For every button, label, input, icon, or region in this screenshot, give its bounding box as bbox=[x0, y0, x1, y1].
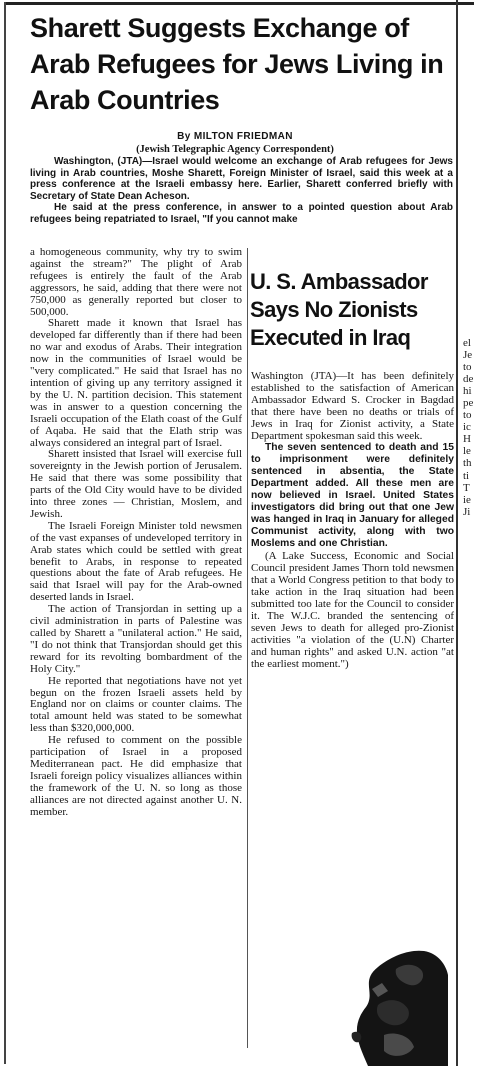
top-rule bbox=[4, 2, 474, 5]
cropped-photo-image bbox=[338, 935, 448, 1066]
sidebar-headline: U. S. Ambassador Says No Zionists Executed in Iraq bbox=[250, 269, 428, 350]
article-headline: Sharett Suggests Exchange of Arab Refugees for Jews Living in Arab Countries bbox=[30, 13, 444, 115]
lead-paragraph: Washington, (JTA)—Israel would welcome an exchange of Arab refugees for Jews living in Arab countries, Moshe Sharett, Foreign Minister of Israel, said this week at a press conference at the Israeli embassy here. Earlier, Sharett conferred briefly with Secretary of State Dean Acheson. bbox=[30, 156, 453, 202]
lead-paragraph: He said at the press conference, in answer to a pointed question about Arab refugees being repatriated to Israel, "If you cannot make bbox=[30, 202, 453, 225]
body-paragraph: The Israeli Foreign Minister told newsmen of the vast expanses of undeveloped territory in Arab states which could be settled with great benefit to Arabs, in response to repeated questions about the fate of Arab refugees. He said that Israel will pay for the Arab-owned deserted lands in Israel. bbox=[30, 519, 242, 604]
body-paragraph: Sharett insisted that Israel will exercise full sovereignty in the Jewish portion of Jerusalem. He said that there was some possibility that parts of the Old City would have to be divided into three zones — Christian, Moslem, and Jewish. bbox=[30, 448, 242, 520]
fragment-line: Ji bbox=[463, 505, 471, 518]
fragment-line: th bbox=[463, 457, 472, 470]
fragment-line: to bbox=[463, 409, 472, 422]
article-lead bbox=[30, 156, 453, 225]
fragment-line: el bbox=[463, 337, 471, 349]
adjacent-column-fragment bbox=[463, 337, 478, 518]
body-paragraph: He reported that negotiations have not yet begun on the frozen Israeli assets held by England nor on claims or counter claims. The total amount held was stated to be somewhat less than $320,000,000. bbox=[30, 674, 242, 735]
fragment-line: pe bbox=[463, 397, 474, 410]
article-body-column bbox=[30, 247, 242, 819]
fragment-line: to bbox=[463, 361, 472, 374]
fragment-line: T bbox=[463, 481, 470, 494]
fragment-line: hi bbox=[463, 385, 472, 398]
sidebar-paragraph: Washington (JTA)—It has been definitely established to the satisfaction of American Ambassador Edward S. Crocker in Bagdad that there have been no deaths or trials of Jews in Iraq for Zionist activity, a State Department spokesman said this week. bbox=[251, 370, 454, 442]
article-credit: (Jewish Telegraphic Agency Correspondent) bbox=[136, 144, 334, 155]
sidebar-body bbox=[251, 370, 454, 670]
body-paragraph: The action of Transjordan in setting up a civil administration in parts of Palestine was called by Sharett a "unilateral action." He said, "I do not think that Transjordan should get this reward for its revolting bombardment of the Holy City." bbox=[30, 603, 242, 675]
sidebar-paragraph: The seven sentenced to death and 15 to imprisonment were definitely sentenced in absentia, the State Department added. All these men are now believed in Israel. United States investigators did bring out that one Jew was hanged in Iraq in January for alleged Communist activity, along with two Moslems and one Christian. bbox=[251, 442, 454, 549]
right-column-rule bbox=[456, 0, 458, 1066]
fragment-line: H bbox=[463, 433, 471, 446]
fragment-line: ic bbox=[463, 421, 471, 434]
article-byline: By MILTON FRIEDMAN bbox=[177, 131, 293, 142]
body-paragraph: He refused to comment on the possible participation of Israel in a proposed Mediterranean pact. He did emphasize that Israeli foreign policy visualizes alliances within the framework of the U. N. so long as those alliances are not directed against another U. N. member. bbox=[30, 734, 242, 818]
column-divider bbox=[247, 248, 248, 1048]
body-paragraph: a homogeneous community, why try to swim against the stream?" The plight of Arab refugees is entirely the fault of the Arab aggressors, he said, adding that there were not 750,000 as generally reported but closer to 500,000. bbox=[30, 246, 242, 318]
fragment-line: ie bbox=[463, 493, 471, 506]
fragment-line: le bbox=[463, 445, 471, 458]
sidebar-paragraph: (A Lake Success, Economic and Social Council president James Thorn told newsmen that a World Congress petition to that body to take action in the Iraq situation had been submitted too late for the Council to consider it. The W.J.C. branded the sentencing of seven Jews to death for alleged pro-Zionist activities "a violation of the (U.N) Charter and human rights" and asked U.N. action "at the earliest moment.") bbox=[251, 550, 454, 670]
fragment-line: de bbox=[463, 373, 474, 386]
fragment-line: ti bbox=[463, 469, 470, 482]
fragment-line: Je bbox=[463, 349, 473, 362]
body-paragraph: Sharett made it known that Israel has developed far differently than if there had been no war and exodus of Arabs. Their integration now in the communities of Israel would be "very complicated." He said that Israel has no intention of giving up any territory assigned it by the U. N. partition decision. This statement was in answer to a question concerning the Israeli occupation of the Elath coast of the Gulf of Aqaba. He said that the Elath strip was always considered an integral part of Israel. bbox=[30, 317, 242, 449]
left-column-rule bbox=[4, 2, 6, 1064]
